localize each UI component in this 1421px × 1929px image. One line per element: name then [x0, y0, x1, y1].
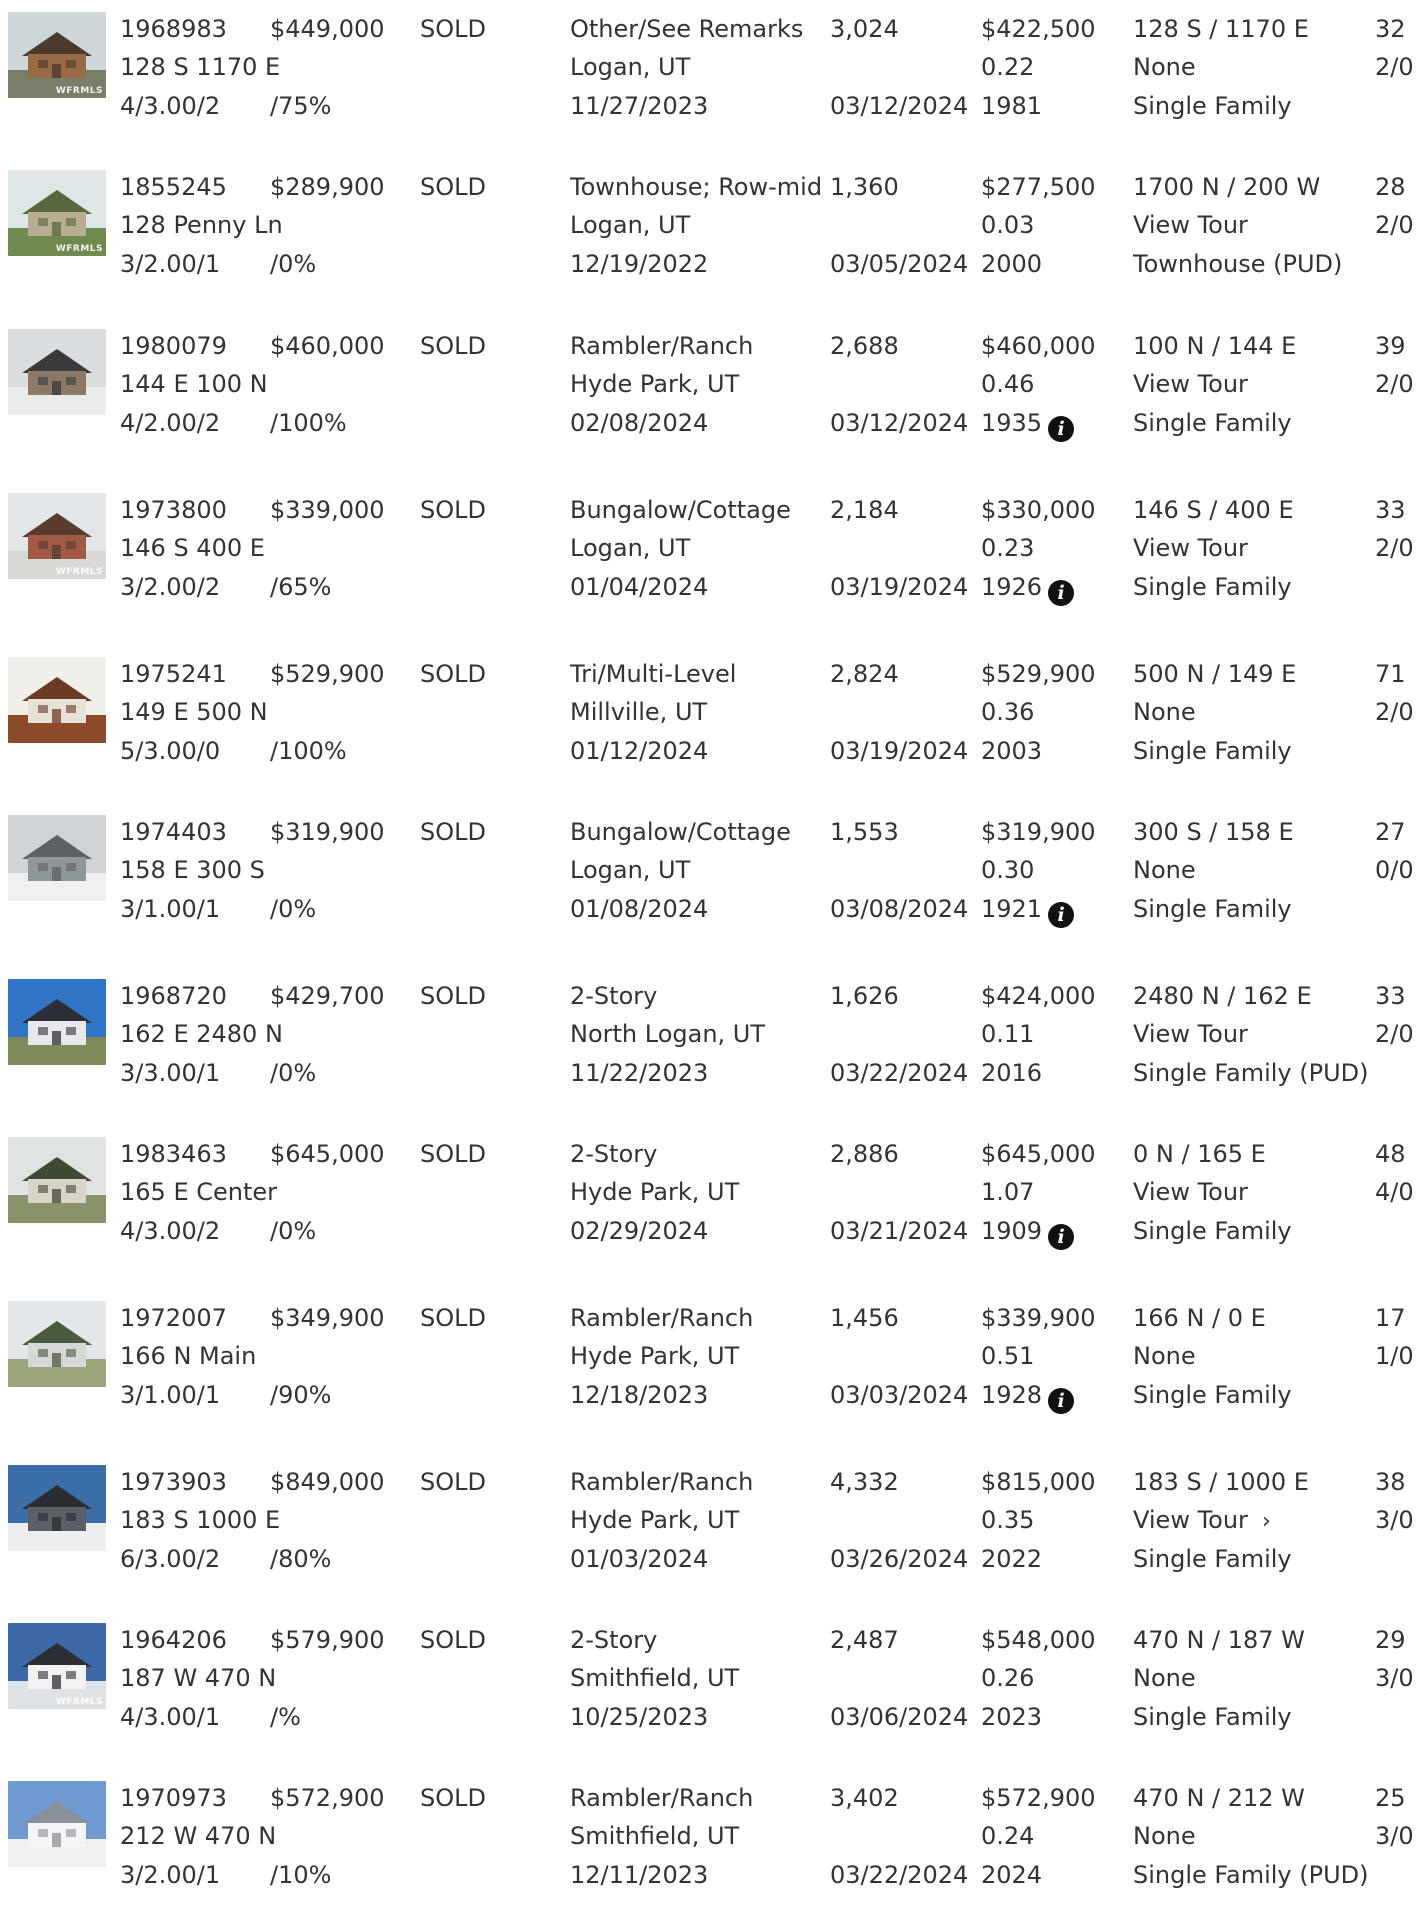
city: Logan, UT — [570, 53, 691, 81]
status-badge: SOLD — [420, 332, 486, 360]
property-type: Single Family (PUD) — [1133, 1861, 1369, 1889]
virtual-tour[interactable] — [1133, 369, 1248, 399]
acreage: 0.24 — [981, 1822, 1035, 1850]
info-icon[interactable]: i — [1048, 1224, 1074, 1250]
sold-price: $424,000 — [981, 982, 1096, 1010]
year-built — [981, 408, 1074, 438]
days-on-market: 27 — [1375, 818, 1406, 846]
list-date: 01/04/2024 — [570, 573, 709, 601]
virtual-tour[interactable] — [1133, 1821, 1196, 1851]
percentage: /0% — [270, 1217, 317, 1245]
percentage: /65% — [270, 573, 332, 601]
listing-row[interactable] — [0, 10, 1421, 160]
close-date: 03/03/2024 — [830, 1381, 969, 1409]
list-price: $339,000 — [270, 496, 385, 524]
property-type: Single Family — [1133, 573, 1292, 601]
list-price: $289,900 — [270, 173, 385, 201]
virtual-tour-text: None — [1133, 1664, 1196, 1692]
style: Bungalow/Cottage — [570, 818, 791, 846]
year-built — [981, 1860, 1042, 1890]
mls-number[interactable]: 1974403 — [120, 818, 227, 846]
square-feet: 2,184 — [830, 496, 899, 524]
virtual-tour[interactable] — [1133, 1663, 1196, 1693]
mls-number[interactable]: 1983463 — [120, 1140, 227, 1168]
bed-bath-garage: 6/3.00/2 — [120, 1545, 221, 1573]
square-feet: 2,824 — [830, 660, 899, 688]
list-price: $349,900 — [270, 1304, 385, 1332]
days-on-market: 39 — [1375, 332, 1406, 360]
days-on-market: 29 — [1375, 1626, 1406, 1654]
listing-row[interactable] — [0, 1463, 1421, 1613]
property-photo[interactable] — [8, 329, 106, 415]
style: Other/See Remarks — [570, 15, 804, 43]
ratio: 3/0 — [1375, 1822, 1414, 1850]
ratio: 1/0 — [1375, 1342, 1414, 1370]
close-date: 03/08/2024 — [830, 895, 969, 923]
city: Hyde Park, UT — [570, 370, 740, 398]
listing-row[interactable] — [0, 1779, 1421, 1929]
square-feet: 1,456 — [830, 1304, 899, 1332]
acreage: 0.03 — [981, 211, 1035, 239]
percentage: /% — [270, 1703, 301, 1731]
mls-number[interactable]: 1975241 — [120, 660, 227, 688]
percentage: /90% — [270, 1381, 332, 1409]
mls-number[interactable]: 1970973 — [120, 1784, 227, 1812]
percentage: /0% — [270, 895, 317, 923]
year-built — [981, 894, 1074, 924]
style: Rambler/Ranch — [570, 1784, 754, 1812]
status-badge: SOLD — [420, 496, 486, 524]
listing-row[interactable] — [0, 327, 1421, 477]
list-date: 12/11/2023 — [570, 1861, 709, 1889]
mls-number[interactable]: 1973800 — [120, 496, 227, 524]
sold-price: $548,000 — [981, 1626, 1096, 1654]
sold-price: $645,000 — [981, 1140, 1096, 1168]
city: Logan, UT — [570, 856, 691, 884]
bed-bath-garage: 4/2.00/2 — [120, 409, 221, 437]
square-feet: 2,487 — [830, 1626, 899, 1654]
property-photo[interactable] — [8, 657, 106, 743]
street-address: 128 Penny Ln — [120, 211, 283, 239]
year-built-text: 2023 — [981, 1703, 1043, 1731]
city: Millville, UT — [570, 698, 708, 726]
list-date: 12/19/2022 — [570, 250, 709, 278]
bed-bath-garage: 3/3.00/1 — [120, 1059, 221, 1087]
virtual-tour-text: View Tour — [1133, 1020, 1248, 1048]
square-feet: 3,402 — [830, 1784, 899, 1812]
bed-bath-garage: 3/2.00/2 — [120, 573, 221, 601]
percentage: /0% — [270, 1059, 317, 1087]
mls-number[interactable]: 1855245 — [120, 173, 227, 201]
property-photo[interactable] — [8, 1301, 106, 1387]
virtual-tour-text: None — [1133, 1822, 1196, 1850]
sold-price: $572,900 — [981, 1784, 1096, 1812]
year-built-text: 1926 — [981, 573, 1043, 601]
days-on-market: 25 — [1375, 1784, 1406, 1812]
list-date: 01/03/2024 — [570, 1545, 709, 1573]
grid-coordinates: 300 S / 158 E — [1133, 818, 1294, 846]
ratio: 2/0 — [1375, 534, 1414, 562]
acreage: 0.36 — [981, 698, 1035, 726]
close-date: 03/22/2024 — [830, 1059, 969, 1087]
virtual-tour[interactable] — [1133, 1019, 1248, 1049]
virtual-tour-text: None — [1133, 698, 1196, 726]
property-photo[interactable] — [8, 493, 106, 579]
virtual-tour-text: None — [1133, 856, 1196, 884]
sold-price: $339,900 — [981, 1304, 1096, 1332]
city: Hyde Park, UT — [570, 1178, 740, 1206]
virtual-tour-text: View Tour — [1133, 1506, 1248, 1534]
sold-price: $319,900 — [981, 818, 1096, 846]
street-address: 162 E 2480 N — [120, 1020, 283, 1048]
virtual-tour[interactable] — [1133, 1505, 1271, 1535]
sold-price: $277,500 — [981, 173, 1096, 201]
status-badge: SOLD — [420, 1468, 486, 1496]
year-built — [981, 1058, 1042, 1088]
photo-watermark: WFRMLS — [55, 244, 103, 254]
chevron-right-icon: › — [1261, 1509, 1271, 1534]
city: Hyde Park, UT — [570, 1506, 740, 1534]
style: Rambler/Ranch — [570, 1304, 754, 1332]
style: Townhouse; Row-mid — [570, 173, 823, 201]
listing-row[interactable] — [0, 1621, 1421, 1771]
close-date: 03/19/2024 — [830, 573, 969, 601]
bed-bath-garage: 3/1.00/1 — [120, 895, 221, 923]
ratio: 0/0 — [1375, 856, 1414, 884]
year-built — [981, 1544, 1042, 1574]
acreage: 0.51 — [981, 1342, 1035, 1370]
sold-price: $529,900 — [981, 660, 1096, 688]
acreage: 0.35 — [981, 1506, 1035, 1534]
status-badge: SOLD — [420, 818, 486, 846]
virtual-tour-text: View Tour — [1133, 534, 1248, 562]
acreage: 0.26 — [981, 1664, 1035, 1692]
year-built — [981, 1380, 1074, 1410]
acreage: 0.23 — [981, 534, 1035, 562]
grid-coordinates: 470 N / 212 W — [1133, 1784, 1305, 1812]
listing-row[interactable] — [0, 1135, 1421, 1285]
property-type: Single Family — [1133, 409, 1292, 437]
list-date: 11/27/2023 — [570, 92, 709, 120]
street-address: 128 S 1170 E — [120, 53, 281, 81]
virtual-tour[interactable] — [1133, 1177, 1248, 1207]
list-price: $460,000 — [270, 332, 385, 360]
bed-bath-garage: 3/2.00/1 — [120, 1861, 221, 1889]
property-photo[interactable] — [8, 1137, 106, 1223]
year-built-text: 2024 — [981, 1861, 1043, 1889]
ratio: 2/0 — [1375, 370, 1414, 398]
list-price: $579,900 — [270, 1626, 385, 1654]
year-built-text: 2000 — [981, 250, 1043, 278]
grid-coordinates: 128 S / 1170 E — [1133, 15, 1309, 43]
percentage: /100% — [270, 737, 347, 765]
year-built — [981, 249, 1042, 279]
status-badge: SOLD — [420, 982, 486, 1010]
grid-coordinates: 2480 N / 162 E — [1133, 982, 1312, 1010]
style: 2-Story — [570, 982, 658, 1010]
listing-row[interactable] — [0, 1299, 1421, 1449]
style: Tri/Multi-Level — [570, 660, 737, 688]
street-address: 166 N Main — [120, 1342, 257, 1370]
street-address: 165 E Center — [120, 1178, 278, 1206]
year-built-text: 1981 — [981, 92, 1043, 120]
list-date: 01/12/2024 — [570, 737, 709, 765]
info-icon[interactable]: i — [1048, 416, 1074, 442]
ratio: 3/0 — [1375, 1506, 1414, 1534]
year-built — [981, 572, 1074, 602]
property-type: Single Family — [1133, 737, 1292, 765]
percentage: /100% — [270, 409, 347, 437]
days-on-market: 33 — [1375, 982, 1406, 1010]
style: Rambler/Ranch — [570, 1468, 754, 1496]
status-badge: SOLD — [420, 173, 486, 201]
listing-row[interactable] — [0, 655, 1421, 805]
virtual-tour-text: View Tour — [1133, 370, 1248, 398]
property-type: Single Family — [1133, 895, 1292, 923]
ratio: 2/0 — [1375, 53, 1414, 81]
days-on-market: 28 — [1375, 173, 1406, 201]
acreage: 0.30 — [981, 856, 1035, 884]
street-address: 146 S 400 E — [120, 534, 265, 562]
street-address: 144 E 100 N — [120, 370, 268, 398]
list-price: $645,000 — [270, 1140, 385, 1168]
listing-row[interactable] — [0, 813, 1421, 963]
list-price: $572,900 — [270, 1784, 385, 1812]
list-price: $849,000 — [270, 1468, 385, 1496]
ratio: 2/0 — [1375, 1020, 1414, 1048]
year-built-text: 1928 — [981, 1381, 1043, 1409]
grid-coordinates: 100 N / 144 E — [1133, 332, 1297, 360]
year-built-text: 1909 — [981, 1217, 1043, 1245]
street-address: 187 W 470 N — [120, 1664, 277, 1692]
square-feet: 3,024 — [830, 15, 899, 43]
status-badge: SOLD — [420, 1626, 486, 1654]
property-type: Single Family — [1133, 1217, 1292, 1245]
close-date: 03/19/2024 — [830, 737, 969, 765]
list-price: $429,700 — [270, 982, 385, 1010]
acreage: 1.07 — [981, 1178, 1035, 1206]
square-feet: 1,360 — [830, 173, 899, 201]
acreage: 0.46 — [981, 370, 1035, 398]
property-photo[interactable] — [8, 1623, 106, 1709]
virtual-tour[interactable] — [1133, 855, 1196, 885]
list-price: $319,900 — [270, 818, 385, 846]
property-photo[interactable] — [8, 979, 106, 1065]
bed-bath-garage: 5/3.00/0 — [120, 737, 221, 765]
info-icon[interactable]: i — [1048, 1388, 1074, 1414]
days-on-market: 32 — [1375, 15, 1406, 43]
status-badge: SOLD — [420, 1304, 486, 1332]
city: Hyde Park, UT — [570, 1342, 740, 1370]
virtual-tour-text: View Tour — [1133, 1178, 1248, 1206]
close-date: 03/06/2024 — [830, 1703, 969, 1731]
grid-coordinates: 146 S / 400 E — [1133, 496, 1294, 524]
list-date: 02/08/2024 — [570, 409, 709, 437]
year-built-text: 2003 — [981, 737, 1043, 765]
grid-coordinates: 183 S / 1000 E — [1133, 1468, 1309, 1496]
year-built — [981, 736, 1042, 766]
listing-row[interactable] — [0, 491, 1421, 641]
bed-bath-garage: 3/2.00/1 — [120, 250, 221, 278]
close-date: 03/26/2024 — [830, 1545, 969, 1573]
style: 2-Story — [570, 1626, 658, 1654]
street-address: 158 E 300 S — [120, 856, 265, 884]
list-date: 11/22/2023 — [570, 1059, 709, 1087]
percentage: /75% — [270, 92, 332, 120]
year-built-text: 1921 — [981, 895, 1043, 923]
ratio: 2/0 — [1375, 211, 1414, 239]
days-on-market: 17 — [1375, 1304, 1406, 1332]
info-icon[interactable]: i — [1048, 580, 1074, 606]
virtual-tour[interactable] — [1133, 697, 1196, 727]
list-price: $529,900 — [270, 660, 385, 688]
ratio: 3/0 — [1375, 1664, 1414, 1692]
virtual-tour[interactable] — [1133, 533, 1248, 563]
virtual-tour-text: None — [1133, 1342, 1196, 1370]
property-type: Single Family — [1133, 92, 1292, 120]
city: North Logan, UT — [570, 1020, 766, 1048]
status-badge: SOLD — [420, 1140, 486, 1168]
virtual-tour-text: View Tour — [1133, 211, 1248, 239]
virtual-tour[interactable] — [1133, 210, 1248, 240]
bed-bath-garage: 3/1.00/1 — [120, 1381, 221, 1409]
mls-number[interactable]: 1964206 — [120, 1626, 227, 1654]
close-date: 03/21/2024 — [830, 1217, 969, 1245]
year-built-text: 2016 — [981, 1059, 1043, 1087]
mls-number[interactable]: 1972007 — [120, 1304, 227, 1332]
bed-bath-garage: 4/3.00/2 — [120, 92, 221, 120]
property-photo[interactable] — [8, 1465, 106, 1551]
status-badge: SOLD — [420, 15, 486, 43]
listing-row[interactable] — [0, 977, 1421, 1127]
grid-coordinates: 500 N / 149 E — [1133, 660, 1297, 688]
photo-watermark: WFRMLS — [55, 567, 103, 577]
square-feet: 4,332 — [830, 1468, 899, 1496]
close-date: 03/22/2024 — [830, 1861, 969, 1889]
grid-coordinates: 470 N / 187 W — [1133, 1626, 1305, 1654]
close-date: 03/12/2024 — [830, 92, 969, 120]
days-on-market: 71 — [1375, 660, 1406, 688]
days-on-market: 33 — [1375, 496, 1406, 524]
mls-number[interactable]: 1968983 — [120, 15, 227, 43]
city: Logan, UT — [570, 534, 691, 562]
list-price: $449,000 — [270, 15, 385, 43]
street-address: 212 W 470 N — [120, 1822, 277, 1850]
square-feet: 1,553 — [830, 818, 899, 846]
property-photo[interactable] — [8, 815, 106, 901]
city: Smithfield, UT — [570, 1822, 740, 1850]
year-built-text: 2022 — [981, 1545, 1043, 1573]
square-feet: 2,688 — [830, 332, 899, 360]
bed-bath-garage: 4/3.00/1 — [120, 1703, 221, 1731]
property-type: Single Family (PUD) — [1133, 1059, 1369, 1087]
style: 2-Story — [570, 1140, 658, 1168]
sold-price: $815,000 — [981, 1468, 1096, 1496]
year-built-text: 1935 — [981, 409, 1043, 437]
sold-price: $460,000 — [981, 332, 1096, 360]
street-address: 183 S 1000 E — [120, 1506, 281, 1534]
status-badge: SOLD — [420, 1784, 486, 1812]
close-date: 03/12/2024 — [830, 409, 969, 437]
year-built — [981, 1702, 1042, 1732]
ratio: 4/0 — [1375, 1178, 1414, 1206]
status-badge: SOLD — [420, 660, 486, 688]
photo-watermark: WFRMLS — [55, 86, 103, 96]
mls-number[interactable]: 1980079 — [120, 332, 227, 360]
mls-number[interactable]: 1973903 — [120, 1468, 227, 1496]
grid-coordinates: 0 N / 165 E — [1133, 1140, 1266, 1168]
virtual-tour-text: None — [1133, 53, 1196, 81]
property-type: Single Family — [1133, 1381, 1292, 1409]
city: Smithfield, UT — [570, 1664, 740, 1692]
percentage: /10% — [270, 1861, 332, 1889]
listing-row[interactable] — [0, 168, 1421, 318]
acreage: 0.22 — [981, 53, 1035, 81]
year-built — [981, 1216, 1074, 1246]
property-photo[interactable] — [8, 1781, 106, 1867]
info-icon[interactable]: i — [1048, 902, 1074, 928]
list-date: 12/18/2023 — [570, 1381, 709, 1409]
sold-price: $422,500 — [981, 15, 1096, 43]
city: Logan, UT — [570, 211, 691, 239]
year-built — [981, 91, 1042, 121]
virtual-tour[interactable] — [1133, 1341, 1196, 1371]
property-type: Single Family — [1133, 1703, 1292, 1731]
grid-coordinates: 166 N / 0 E — [1133, 1304, 1266, 1332]
list-date: 02/29/2024 — [570, 1217, 709, 1245]
property-type: Single Family — [1133, 1545, 1292, 1573]
street-address: 149 E 500 N — [120, 698, 268, 726]
virtual-tour[interactable] — [1133, 52, 1196, 82]
square-feet: 1,626 — [830, 982, 899, 1010]
ratio: 2/0 — [1375, 698, 1414, 726]
list-date: 01/08/2024 — [570, 895, 709, 923]
style: Bungalow/Cottage — [570, 496, 791, 524]
style: Rambler/Ranch — [570, 332, 754, 360]
grid-coordinates: 1700 N / 200 W — [1133, 173, 1321, 201]
property-type: Townhouse (PUD) — [1133, 250, 1343, 278]
close-date: 03/05/2024 — [830, 250, 969, 278]
mls-number[interactable]: 1968720 — [120, 982, 227, 1010]
bed-bath-garage: 4/3.00/2 — [120, 1217, 221, 1245]
percentage: /0% — [270, 250, 317, 278]
property-photo[interactable] — [8, 12, 106, 98]
sold-price: $330,000 — [981, 496, 1096, 524]
property-photo[interactable] — [8, 170, 106, 256]
photo-watermark: WFRMLS — [55, 1697, 103, 1707]
percentage: /80% — [270, 1545, 332, 1573]
acreage: 0.11 — [981, 1020, 1035, 1048]
list-date: 10/25/2023 — [570, 1703, 709, 1731]
days-on-market: 38 — [1375, 1468, 1406, 1496]
days-on-market: 48 — [1375, 1140, 1406, 1168]
square-feet: 2,886 — [830, 1140, 899, 1168]
